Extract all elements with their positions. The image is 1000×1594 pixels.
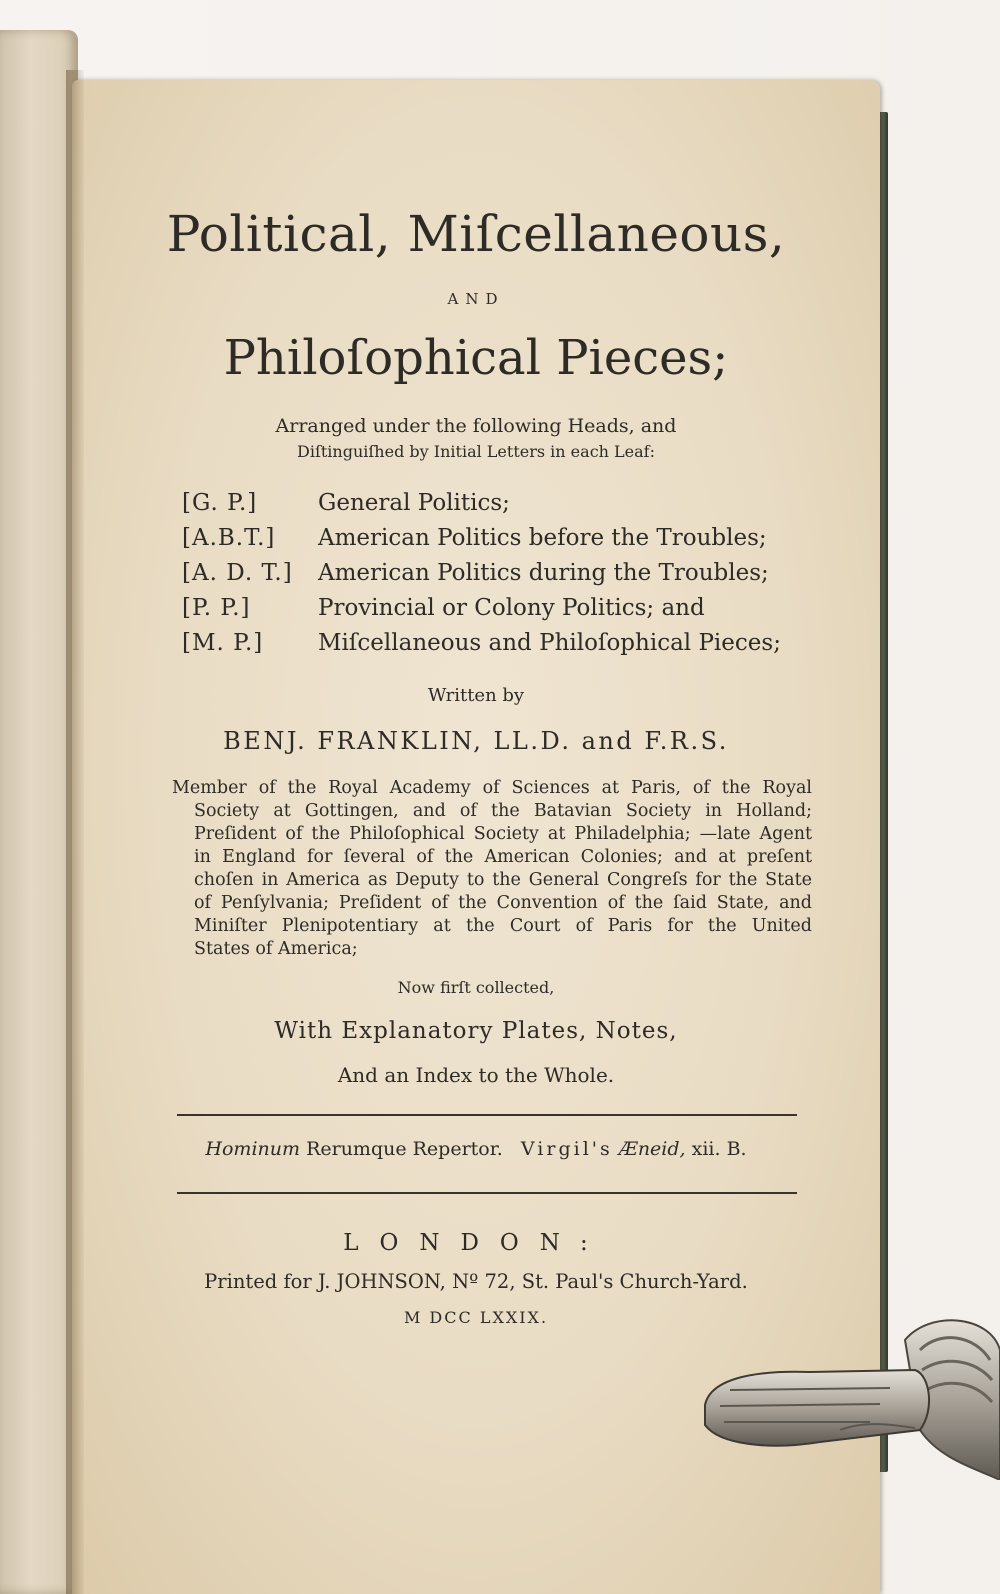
credentials-line: in England for ſeveral of the American Colonies; and at preſent [194, 847, 812, 867]
written-by: Written by [427, 685, 525, 706]
head-row [182, 590, 822, 625]
heads-list [182, 485, 822, 660]
motto-part: Rerumque Repertor. [306, 1138, 503, 1160]
author-credentials [172, 777, 812, 961]
head-code: [G. P.] [182, 489, 258, 516]
head-text: Miſcellaneous and Philoſophical Pieces; [318, 629, 781, 656]
credentials-line: Society at Gottingen, and of the Batavian Society in Holland; [194, 801, 812, 821]
title-and: AND [447, 290, 505, 308]
bottom-rule [177, 1192, 797, 1194]
head-row [182, 485, 822, 520]
credentials-line: Member of the Royal Academy of Sciences at Paris, of the Royal [172, 778, 812, 798]
imprint-printer: Printed for J. JOHNSON, Nº 72, St. Paul's Church-Yard. [204, 1270, 748, 1293]
head-row [182, 625, 822, 660]
head-code: [A.B.T.] [182, 524, 276, 551]
title-line-2: Philoſophical Pieces; [223, 330, 729, 386]
motto-part: Virgil's [520, 1138, 613, 1160]
now-collected: Now firſt collected, [397, 978, 555, 997]
subtitle-line-1: Arranged under the following Heads, and [275, 415, 677, 437]
motto-part: Hominum [205, 1138, 301, 1160]
credentials-line: Miniſter Plenipotentiary at the Court of Paris for the United [194, 916, 812, 936]
motto-part: xii. B. [691, 1138, 747, 1160]
head-code: [P. P.] [182, 594, 251, 621]
silver-hand-clip-icon [690, 1310, 1000, 1480]
head-text: Provincial or Colony Politics; and [318, 594, 705, 621]
credentials-line: Preſident of the Philoſophical Society at Philadelphia; —late Agent [194, 824, 812, 844]
head-text: American Politics during the Troubles; [318, 559, 769, 586]
motto-part: Æneid, [618, 1138, 686, 1160]
imprint-city: LONDON: [343, 1230, 609, 1256]
head-text: General Politics; [318, 489, 510, 516]
head-code: [M. P.] [182, 629, 264, 656]
author-name: BENJ. FRANKLIN, LL.D. and F.R.S. [223, 727, 729, 755]
imprint-date: M DCC LXXIX. [403, 1308, 549, 1327]
index-line: And an Index to the Whole. [337, 1063, 615, 1087]
page-gutter-shadow [66, 70, 84, 1594]
head-row [182, 520, 822, 555]
head-code: [A. D. T.] [182, 559, 293, 586]
subtitle-line-2: Diſtinguiſhed by Initial Letters in each Leaf: [297, 442, 655, 461]
credentials-line: of Penſylvania; Preſident of the Convention of the ſaid State, and [194, 893, 812, 913]
credentials-line: States of America; [194, 939, 358, 959]
title-line-1: Political, Miſcellaneous, [166, 205, 786, 263]
head-text: American Politics before the Troubles; [318, 524, 767, 551]
head-row [182, 555, 822, 590]
top-rule [177, 1114, 797, 1116]
credentials-line: choſen in America as Deputy to the General Congreſs for the State [194, 870, 812, 890]
plates-line: With Explanatory Plates, Notes, [274, 1018, 678, 1044]
motto [72, 1138, 880, 1160]
